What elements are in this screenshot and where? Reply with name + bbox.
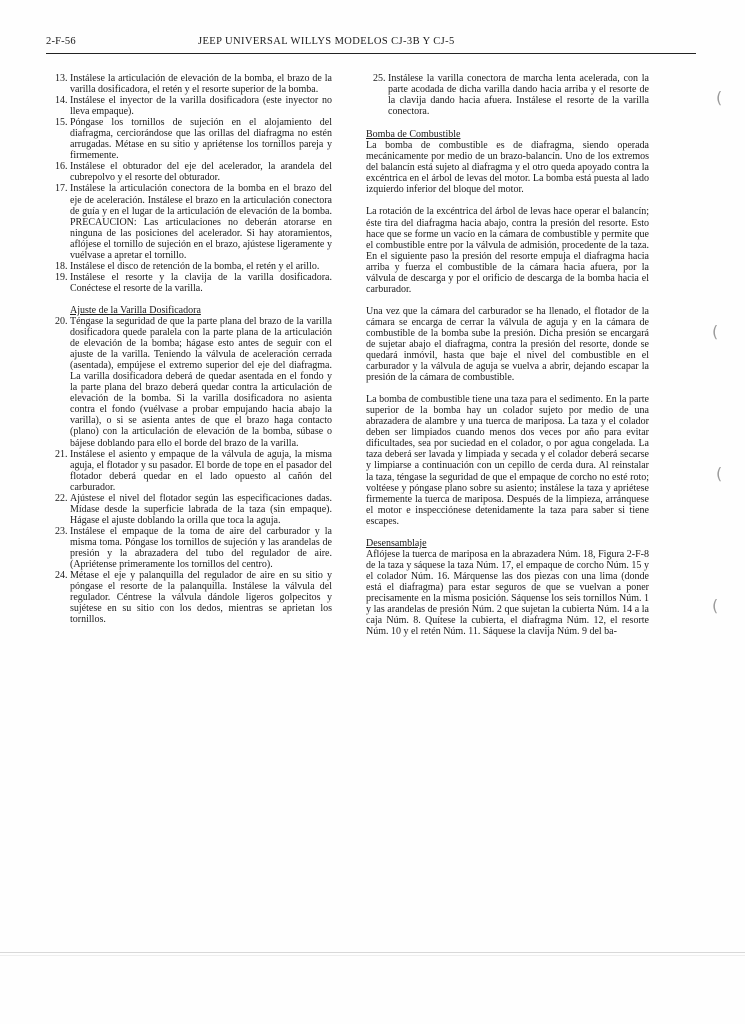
step-18: 18. Instálese el disco de retención de la bomba, el retén y el arillo. — [70, 261, 332, 272]
step-19: 19. Instálese el resorte y la clavija de la varilla dosificadora. Conéctese el resorte de la varilla. — [70, 272, 332, 294]
section-heading-ajuste: Ajuste de la Varilla Dosificadora — [70, 304, 201, 316]
paragraph-5: Aflójese la tuerca de mariposa en la abrazadera Núm. 18, Figura 2-F-8 de la taza y sáquese la taza Núm. 17, el empaque de corcho Núm. 15 y el colador Núm. 16. Márquense las dos piezas con una lima (donde está el diafragma) para estar seguros de que se vuelvan a poner precisamente en la misma posición. Sáquense los seis tornillos Núm. 1 y las arandelas de presión Núm. 2 que sujetan la cubierta Núm. 14 a la caja Núm. 8. Quítese la cubierta, el diafragma Núm. 12, el resorte Núm. 10 y el retén Núm. 11. Sáquese la clavija Núm. 9 del ba- — [366, 548, 649, 638]
binder-hole-mark: ( — [716, 464, 723, 483]
steps-list-25 — [366, 73, 649, 117]
step-17: 17. Instálese la articulación conectora de la bomba en el brazo del eje de aceleración. Instálese el brazo en la articulación conectora de guía y en el lugar de la articulación de elevación de la bomba. PRECAUCION: Las articulaciones no deberán atorarse en ninguna de las posiciones del acelerador. Si hay atoramientos, aflójese el tornillo de sujeción en el brazo, ajústese ligeramente y vuélvase a apretar el tornillo. — [70, 183, 332, 260]
left-column — [48, 73, 332, 625]
step-15: 15. Póngase los tornillos de sujeción en el alojamiento del diafragma, cerciorándose que las orillas del diafragma no estén arrugadas. Métase en su sitio y apriétense los tornillos pareja y firmemente. — [70, 117, 332, 161]
step-23: 23. Instálese el empaque de la toma de aire del carburador y la misma toma. Póngase los tornillos de sujeción y las arandelas de presión y la abrazadera del tubo del regulador de aire. (Apriétense primeramente los tornillos del centro). — [70, 526, 332, 570]
page-number: 2-F-56 — [46, 36, 76, 47]
paragraph-4: La bomba de combustible tiene una taza para el sedimento. En la parte superior de la bomba hay un colador sujeto por medio de una abrazadera de alambre y una tuerca de mariposa. La taza y el colador deben ser limpiados cuando menos dos veces por año para evitar dificultades, sea por suciedad en el colador, o por agua congelada. La taza deberá ser lavada y limpiada y secada y el colador deberá secarse y limpiarse a continuación con un cepillo de cerda dura. Al reinstalar la taza, téngase la seguridad de que el empaque de corcho no esté roto; voltéese y póngase plano sobre su asiento; instálese la taza y apriétese firmemente la tuerca de mariposa. Después de la limpieza, arránquese el motor e inspecciónese detenidamente la taza para saber si tiene escapes. — [366, 394, 649, 527]
binder-hole-mark: ( — [716, 88, 723, 107]
step-16: 16. Instálese el obturador del eje del acelerador, la arandela del cubrepolvo y el resorte del obturador. — [70, 161, 332, 183]
binder-hole-mark: ( — [712, 322, 719, 341]
header-rule — [46, 53, 696, 54]
section-heading-desensamblaje: Desensamblaje — [366, 537, 427, 549]
step-21: 21. Instálese el asiento y empaque de la válvula de aguja, la misma aguja, el flotador y su pasador. El borde de tope en el pasador del flotador deberá quedar en el lado opuesto al cañón del carburador. — [70, 449, 332, 493]
page-title: JEEP UNIVERSAL WILLYS MODELOS CJ-3B Y CJ-5 — [198, 36, 455, 47]
steps-list-20-24 — [48, 316, 332, 625]
paragraph-3: Una vez que la cámara del carburador se ha llenado, el flotador de la cámara se encarga de cerrar la válvula de aguja y en la cámara de combustible de la bomba sube la presión. Dicha presión se encargará de sujetar abajo el diafragma, contra la presión del resorte, donde se quedará inmóvil, hasta que baje el nivel del combustible en el carburador y la válvula de aguja se vuelva a abrir, dejando escapar la presión de la cámara de combustible. — [366, 305, 649, 384]
section-heading-bomba: Bomba de Combustible — [366, 129, 461, 141]
step-24: 24. Métase el eje y palanquilla del regulador de aire en su sitio y póngase el resorte de la palanquilla. Instálese la válvula del regulador. Céntrese la válvula dándole ligeros golpecitos y sujétese en su sitio con los dedos, mientras se aprietan los tornillos. — [70, 570, 332, 625]
step-14: 14. Instálese el inyector de la varilla dosificadora (este inyector no lleva empaque). — [70, 95, 332, 117]
step-20: 20. Téngase la seguridad de que la parte plana del brazo de la varilla dosificadora quede paralela con la parte plana de la articulación de elevación de la bomba; hágase esto antes de seguir con el ajuste de la varilla. Teniendo la válvula de aceleración cerrada (asentada), empújese el extremo superior del eje del diafragma. La varilla dosificadora deberá de quedar asentada en el fondo y la parte plana del brazo deberá quedar contra la articulación de elevación de la bomba. Si la varilla dosificadora no asienta contra el fondo (vuélvase a probar empujando hacia abajo la varilla), o si se asienta antes de que el brazo haga contacto (plano) con la articulación de elevación de la bomba, súbase o bájese doblando para ello el borde del brazo de la varilla. — [70, 316, 332, 449]
step-25: 25. Instálese la varilla conectora de marcha lenta acelerada, con la parte acodada de dicha varilla dando hacia arriba y el resorte de la clavija dando hacia afuera. Instálese el resorte de la varilla conectora. — [388, 73, 649, 117]
binder-hole-mark: ( — [712, 596, 719, 615]
scan-edge-line — [0, 955, 745, 956]
page-header — [46, 36, 696, 50]
steps-list-13-19 — [48, 73, 332, 294]
step-22: 22. Ajústese el nivel del flotador según las especificaciones dadas. Mídase desde la superficie labrada de la taza (sin empaque). Hágase el ajuste doblando la orilla que toca la aguja. — [70, 493, 332, 526]
right-column — [366, 73, 649, 648]
scan-edge-line — [0, 952, 745, 953]
step-13: 13. Instálese la articulación de elevación de la bomba, el brazo de la varilla dosificadora, el retén y el resorte superior de la bomba. — [70, 73, 332, 95]
paragraph-2: La rotación de la excéntrica del árbol de levas hace operar el balancín; éste tira del diafragma hacia abajo, contra la presión del resorte. Esto hace que se forme un vacío en la cámara de combustible y permite que el combustible entre por la válvula de admisión, procedente de la taza. En el siguiente paso la presión del resorte empuja el diafragma hacia arriba y fuerza el combustible de la cámara hacia afuera, por la válvula de descarga y por el orificio de descarga de la bomba hacia el carburador. — [366, 206, 649, 295]
paragraph-1: La bomba de combustible es de diafragma, siendo operada mecánicamente por medio de un brazo-balancín. Uno de los extremos del balancín está sujeto al diafragma y el otro queda apoyado contra la excéntrica en el árbol de levas del motor. La bomba está puesta al lado izquierdo inferior del bloque del motor. — [366, 140, 649, 196]
